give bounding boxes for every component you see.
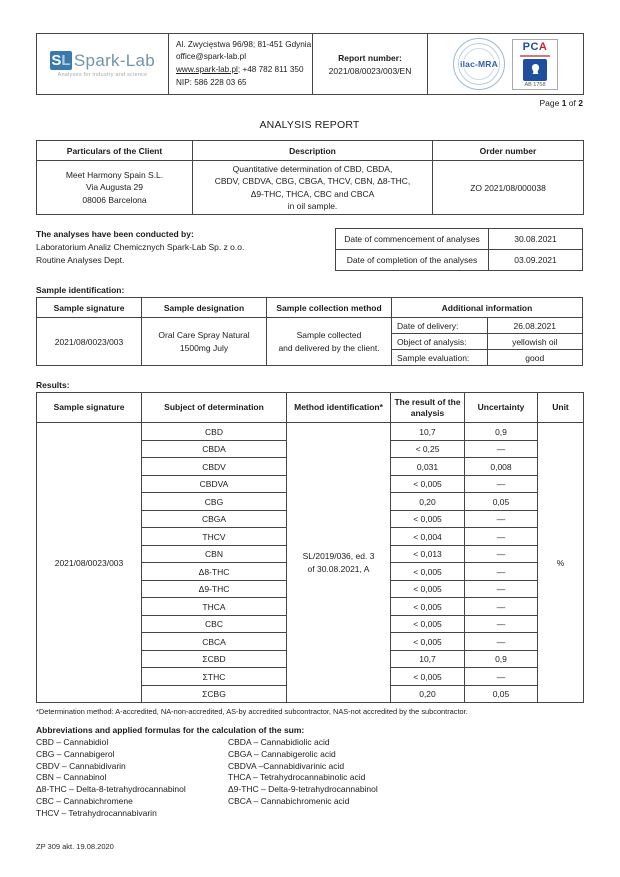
- abbreviation-item: THCA – Tetrahydrocannabinolic acid: [228, 772, 366, 783]
- result-cell: < 0,005: [391, 510, 465, 528]
- result-cell: < 0,005: [391, 563, 465, 581]
- abbreviation-item: Δ8-THC – Delta-8-tetrahydrocannabinol: [36, 784, 186, 795]
- uncertainty-cell: —: [465, 598, 538, 616]
- result-cell: < 0,005: [391, 580, 465, 598]
- result-cell: 10,7: [391, 650, 465, 668]
- pca-accreditation-number: AB 1758: [524, 81, 546, 88]
- subject-cell: CBDV: [142, 458, 287, 476]
- uncertainty-cell: —: [465, 510, 538, 528]
- client-row: [37, 161, 584, 215]
- logo-mark-l: L: [61, 52, 71, 69]
- result-cell: < 0,005: [391, 615, 465, 633]
- table-row: [37, 423, 584, 441]
- company-tagline: Analyses for industry and science: [57, 71, 148, 78]
- conducted-by-block: [36, 228, 335, 266]
- document-reference-footer: ZP 309 akt. 19.08.2020: [36, 842, 114, 851]
- subject-cell: Δ8-THC: [142, 563, 287, 581]
- collection-method-value: Sample collected and delivered by the client.: [267, 318, 392, 366]
- table-row: [336, 229, 583, 250]
- commencement-date-label: Date of commencement of analyses: [336, 229, 489, 250]
- result-cell: 0,031: [391, 458, 465, 476]
- commencement-date-value: 30.08.2021: [489, 229, 583, 250]
- sample-signature-value: 2021/08/0023/003: [37, 318, 142, 366]
- uncertainty-cell: —: [465, 545, 538, 563]
- department-name: Routine Analyses Dept.: [36, 254, 125, 265]
- sample-designation-header: Sample designation: [142, 298, 267, 318]
- result-cell: < 0,005: [391, 633, 465, 651]
- result-header: The result of the analysis: [391, 393, 465, 423]
- report-number-label: Report number:: [338, 52, 402, 63]
- phone-text: ; +48 782 811 350: [237, 65, 304, 74]
- logo-mark-s: S: [51, 52, 62, 69]
- result-cell: < 0,005: [391, 668, 465, 686]
- client-table: [36, 140, 584, 215]
- result-cell: < 0,004: [391, 528, 465, 546]
- subject-cell: CBDVA: [142, 475, 287, 493]
- company-name: Spark-Lab: [73, 50, 156, 70]
- results-label: Results:: [36, 380, 70, 391]
- result-cell: 10,7: [391, 423, 465, 441]
- results-sample-signature: 2021/08/0023/003: [37, 423, 142, 703]
- analysis-dates-table: [335, 228, 583, 271]
- abbreviation-item: CBGA – Cannabigerolic acid: [228, 748, 336, 759]
- subject-cell: CBD: [142, 423, 287, 441]
- method-identification: SL/2019/036, ed. 3 of 30.08.2021, A: [287, 423, 391, 703]
- object-of-analysis-value: yellowish oil: [487, 334, 583, 350]
- pca-label-a: A: [538, 40, 548, 53]
- abbreviation-item: CBCA – Cannabichromenic acid: [228, 795, 350, 806]
- additional-information-header: Additional information: [392, 298, 583, 318]
- subject-cell: CBC: [142, 615, 287, 633]
- accreditation-cell: [428, 34, 584, 95]
- pca-label-pc: PC: [522, 40, 539, 53]
- ilac-mra-logo-icon: [453, 38, 505, 90]
- method-header: Method identification*: [287, 393, 391, 423]
- sample-evaluation-label: Sample evaluation:: [392, 350, 488, 366]
- report-number-cell: [313, 34, 428, 95]
- subject-cell: CBGA: [142, 510, 287, 528]
- subject-header: Subject of determination: [142, 393, 287, 423]
- page-content: [36, 33, 583, 819]
- subject-cell: CBDA: [142, 440, 287, 458]
- abbreviation-item: CBG – Cannabigerol: [36, 748, 115, 759]
- abbreviation-item: CBDV – Cannabidivarin: [36, 760, 126, 771]
- order-number-header: Order number: [433, 141, 584, 161]
- abbreviation-item: CBN – Cannabinol: [36, 772, 107, 783]
- completion-date-label: Date of completion of the analyses: [336, 250, 489, 271]
- uncertainty-cell: 0,05: [465, 493, 538, 511]
- abbreviation-item: CBD – Cannabidiol: [36, 737, 109, 748]
- subject-cell: Δ9-THC: [142, 580, 287, 598]
- completion-date-value: 03.09.2021: [489, 250, 583, 271]
- subject-cell: ΣCBG: [142, 685, 287, 703]
- website-link[interactable]: www.spark-lab.pl: [176, 65, 238, 74]
- abbreviations-list: [36, 737, 583, 819]
- result-cell: 0,20: [391, 493, 465, 511]
- uncertainty-cell: —: [465, 440, 538, 458]
- header-table: [36, 33, 584, 95]
- ilac-mra-label: ilac-MRA: [460, 59, 498, 69]
- abbreviation-item: CBC – Cannabichromene: [36, 795, 133, 806]
- subject-cell: THCV: [142, 528, 287, 546]
- subject-cell: CBCA: [142, 633, 287, 651]
- subject-cell: ΣCBD: [142, 650, 287, 668]
- subject-cell: ΣTHC: [142, 668, 287, 686]
- abbreviations-heading: Abbreviations and applied formulas for the calculation of the sum:: [36, 725, 305, 736]
- laboratory-name: Laboratorium Analiz Chemicznych Spark-Lab Sp. z o.o.: [36, 242, 245, 252]
- result-cell: < 0,005: [391, 475, 465, 493]
- result-cell: < 0,013: [391, 545, 465, 563]
- object-of-analysis-label: Object of analysis:: [392, 334, 488, 350]
- delivery-date-label: Date of delivery:: [392, 318, 488, 334]
- email-text: office@spark-lab.pl: [176, 52, 247, 62]
- uncertainty-header: Uncertainty: [465, 393, 538, 423]
- analysis-description: Quantitative determination of CBD, CBDA, CBDV, CBDVA, CBG, CBGA, THCV, CBN, Δ8-THC, Δ9-THC, THCA, CBC and CBCA in oil sample.: [193, 161, 433, 215]
- page-number: Page 1 of 2: [539, 98, 583, 108]
- logo-cell: [37, 34, 169, 95]
- delivery-date-value: 26.08.2021: [487, 318, 583, 334]
- result-cell: < 0,25: [391, 440, 465, 458]
- pca-subtext-bar: [520, 55, 550, 57]
- sample-designation-value: Oral Care Spray Natural 1500mg July: [142, 318, 267, 366]
- subject-cell: CBN: [142, 545, 287, 563]
- results-signature-header: Sample signature: [37, 393, 142, 423]
- sample-evaluation-value: good: [487, 350, 583, 366]
- uncertainty-cell: 0,9: [465, 650, 538, 668]
- uncertainty-cell: —: [465, 580, 538, 598]
- conducted-by-label: The analyses have been conducted by:: [36, 229, 194, 240]
- abbreviation-item: CBDA – Cannabidiolic acid: [228, 737, 330, 748]
- table-row: [336, 250, 583, 271]
- unit-value: %: [538, 423, 584, 703]
- pca-symbol-icon: [523, 59, 547, 81]
- description-header: Description: [193, 141, 433, 161]
- unit-header: Unit: [538, 393, 584, 423]
- uncertainty-cell: —: [465, 475, 538, 493]
- pca-logo-icon: [512, 39, 558, 90]
- uncertainty-cell: —: [465, 633, 538, 651]
- client-details: Meet Harmony Spain S.L. Via Augusta 29 08006 Barcelona: [37, 161, 193, 215]
- uncertainty-cell: —: [465, 615, 538, 633]
- sample-signature-header: Sample signature: [37, 298, 142, 318]
- page-title: ANALYSIS REPORT: [259, 119, 360, 131]
- results-table: [36, 392, 584, 703]
- sample-identification-table: [36, 297, 583, 366]
- result-cell: < 0,005: [391, 598, 465, 616]
- uncertainty-cell: —: [465, 528, 538, 546]
- uncertainty-cell: 0,9: [465, 423, 538, 441]
- uncertainty-cell: —: [465, 563, 538, 581]
- subject-cell: CBG: [142, 493, 287, 511]
- collection-method-header: Sample collection method: [267, 298, 392, 318]
- determination-method-footnote: *Determination method: A-accredited, NA-non-accredited, AS-by accredited subcontractor, NAS-not accredited by the subcontractor.: [36, 707, 468, 717]
- report-number-value: 2021/08/0023/003/EN: [328, 65, 412, 76]
- abbreviation-item: THCV – Tetrahydrocannabivarin: [36, 807, 157, 818]
- address-cell: [169, 34, 313, 95]
- result-cell: 0,20: [391, 685, 465, 703]
- uncertainty-cell: 0,05: [465, 685, 538, 703]
- abbreviation-item: CBDVA –Cannabidivarinic acid: [228, 760, 345, 771]
- abbreviation-item: Δ9-THC – Delta-9-tetrahydrocannabinol: [228, 784, 378, 795]
- uncertainty-cell: 0,008: [465, 458, 538, 476]
- spark-lab-logo-icon: [50, 51, 72, 70]
- client-header: Particulars of the Client: [37, 141, 193, 161]
- nip-text: NIP: 586 228 03 65: [176, 77, 247, 87]
- table-row: [37, 318, 583, 334]
- order-number-value: ZO 2021/08/000038: [433, 161, 584, 215]
- sample-identification-label: Sample identification:: [36, 285, 125, 296]
- address-line: Al. Zwycięstwa 96/98; 81-451 Gdynia: [176, 39, 312, 49]
- subject-cell: THCA: [142, 598, 287, 616]
- uncertainty-cell: —: [465, 668, 538, 686]
